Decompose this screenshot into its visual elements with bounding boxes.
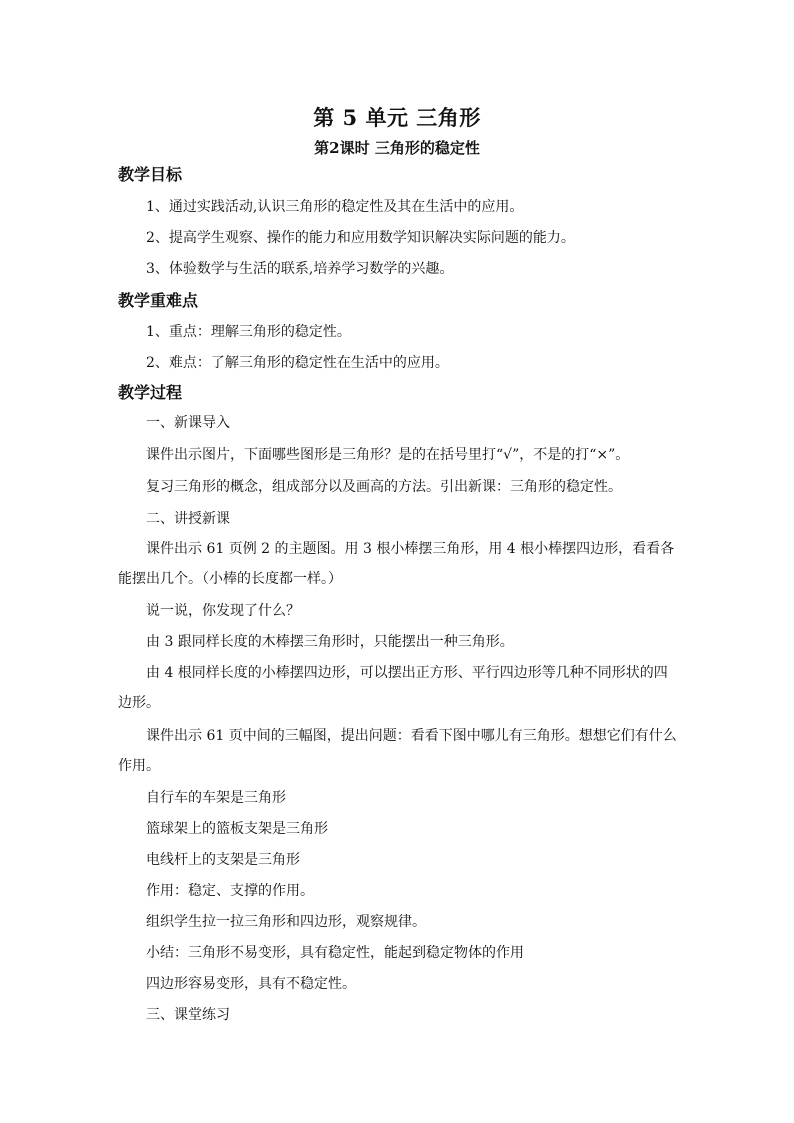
key-point-item-2: 2、难点：了解三角形的稳定性在生活中的应用。 [146, 355, 449, 371]
goal-item-3: 3、体验数学与生活的联系,培养学习数学的兴趣。 [146, 261, 454, 277]
section-heading-process: 教学过程 [118, 383, 183, 402]
process-item-10: 自行车的车架是三角形 [146, 790, 286, 806]
process-item-3: 复习三角形的概念，组成部分以及画高的方法。引出新课：三角形的稳定性。 [146, 479, 622, 495]
process-item-8: 由 4 根同样长度的小棒摆四边形，可以摆出正方形、平行四边形等几种不同形状的四边形。 [118, 665, 668, 711]
process-item-6: 说一说，你发现了什么？ [146, 603, 300, 619]
process-item-12: 电线杆上的支架是三角形 [146, 852, 300, 868]
process-item-5: 课件出示 61 页例 2 的主题图。用 3 根小棒摆三角形，用 4 根小棒摆四边形，看看各能摆出几个。（小棒的长度都一样。） [118, 541, 675, 587]
process-item-11: 篮球架上的篮板支架是三角形 [146, 821, 328, 837]
process-item-17: 三、课堂练习 [146, 1007, 230, 1023]
process-item-1: 一、新课导入 [146, 415, 230, 431]
process-item-9: 课件出示 61 页中间的三幅图，提出问题：看看下图中哪儿有三角形。想想它们有什么作用。 [118, 728, 677, 774]
process-item-13: 作用：稳定、支撑的作用。 [146, 883, 314, 899]
process-item-7: 由 3 跟同样长度的木棒摆三角形时，只能摆出一种三角形。 [146, 634, 514, 650]
process-item-2: 课件出示图片，下面哪些图形是三角形？是的在括号里打“√”，不是的打“×”。 [146, 447, 630, 463]
unit-title: 第 5 单元 三角形 [313, 105, 481, 130]
section-heading-key-points: 教学重难点 [118, 291, 199, 310]
process-item-15: 小结：三角形不易变形，具有稳定性，能起到稳定物体的作用 [146, 945, 524, 961]
process-item-16: 四边形容易变形，具有不稳定性。 [146, 976, 356, 992]
process-item-14: 组织学生拉一拉三角形和四边形，观察规律。 [146, 914, 426, 930]
lesson-subtitle: 第2课时 三角形的稳定性 [314, 139, 480, 157]
key-point-item-1: 1、重点：理解三角形的稳定性。 [146, 324, 351, 340]
section-heading-goals: 教学目标 [118, 165, 183, 184]
goal-item-2: 2、提高学生观察、操作的能力和应用数学知识解决实际问题的能力。 [146, 230, 575, 246]
process-item-4: 二、讲授新课 [146, 511, 230, 527]
goal-item-1: 1、通过实践活动,认识三角形的稳定性及其在生活中的应用。 [146, 199, 524, 215]
